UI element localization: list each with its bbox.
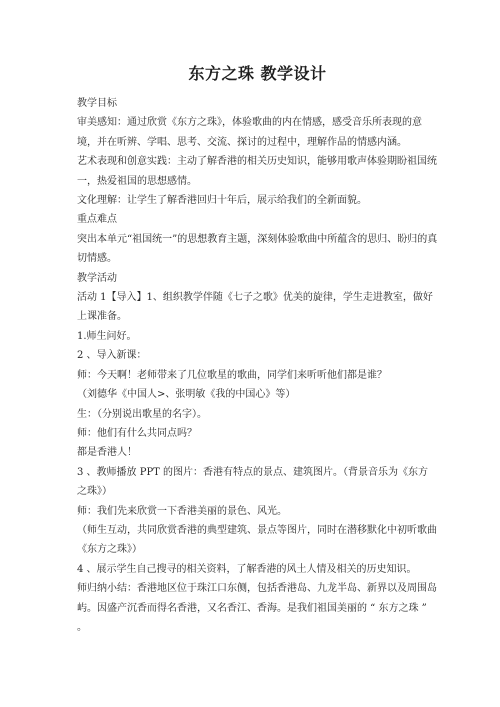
paragraph-summary: 师归纳小结：香港地区位于珠江口东侧，包括香港岛、九龙半岛、新界以及周围岛屿。因盛产沉香而得名香港，又名香江、香海。是我们祖国美丽的 “ 东方之珠 ” 。 — [77, 583, 437, 633]
paragraph-teacher-question: 师：今天啊！老师带来了几位歌星的歌曲，同学们来听听他们都是谁？ — [77, 369, 387, 381]
paragraph-key-points: 突出本单元“祖国统一”的思想教育主题，深刻体验歌曲中所蕴含的思归、盼归的真切情感。 — [77, 233, 438, 265]
paragraph-artistic-expression: 艺术表现和创意实践：主动了解香港的相关历史知识，能够用歌声体验期盼祖国统一，热爱祖国的思想感情。 — [77, 156, 437, 187]
paragraph-cultural-understanding: 文化理解：让学生了解香港回归十年后，展示给我们的全新面貌。 — [77, 195, 367, 207]
paragraph-song-examples: （刘德华《中国人>、张明敏《我的中国心》等） — [77, 389, 296, 401]
paragraph-interaction: （师生互动，共同欣赏香港的典型建筑、景点等图片，同时在潜移默化中初听歌曲《东方之珠》） — [77, 524, 437, 556]
paragraph-enjoy-scenery: 师：我们先来欣赏一下香港美丽的景色、风光。 — [77, 505, 287, 517]
paragraph-student-materials: 4 、展示学生自己搜寻的相关资料，了解香港的风土人情及相关的历史知识。 — [77, 563, 417, 575]
paragraph-teacher-common: 师：他们有什么共同点吗？ — [77, 427, 197, 439]
paragraph-student-answer: 生：（分别说出歌星的名字）。 — [77, 408, 207, 420]
section-heading-activities: 教学活动 — [77, 272, 117, 284]
paragraph-greeting: 1.师生问好。 — [77, 330, 137, 342]
document-body — [77, 94, 438, 637]
section-heading-key-points: 重点难点 — [77, 214, 117, 226]
paragraph-intro-lesson: 2 、导入新课： — [77, 350, 147, 362]
paragraph-hongkong-answer: 都是香港人！ — [77, 447, 137, 459]
document-title: 东方之珠 教学设计 — [188, 64, 327, 83]
paragraph-activity-1: 活动 1【导入】1、组织教学伴随《七子之歌》优美的旋律，学生走进教室，做好上课准备。 — [77, 292, 433, 323]
paragraph-ppt-images: 3 、教师播放 PPT 的图片：香港有特点的景点、建筑图片。（背景音乐为《东方之珠》） — [77, 466, 429, 498]
section-heading-objectives: 教学目标 — [77, 98, 117, 109]
paragraph-aesthetic-perception: 审美感知：通过欣赏《东方之珠》，体验歌曲的内在情感，感受音乐所表现的意境，并在听辨、学唱、思考、交流、探讨的过程中，理解作品的情感内涵。 — [77, 117, 422, 148]
